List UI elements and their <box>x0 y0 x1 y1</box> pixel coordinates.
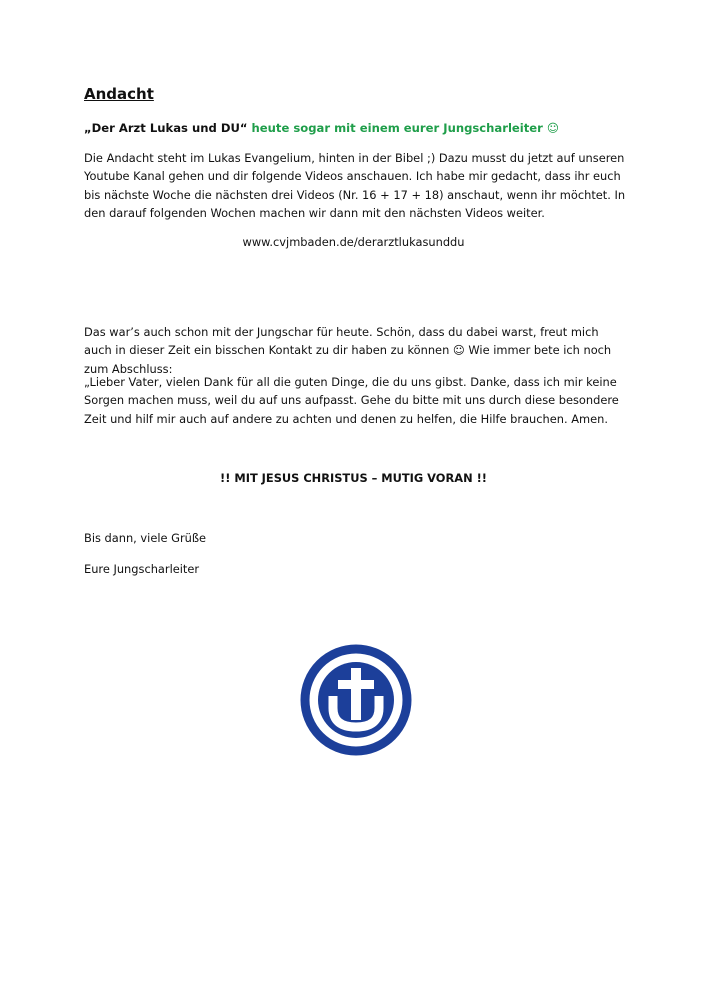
closing-paragraph: Das war’s auch schon mit der Jungschar für heute. Schön, dass du dabei warst, freut mich auch in dieser Zeit ein bisschen Kontakt zu dir haben zu können ☺ Wie immer bete ich noch zum Abschluss: <box>84 325 612 376</box>
subtitle-highlight: heute sogar mit einem eurer Jungscharleiter ☺ <box>251 121 560 135</box>
video-link: www.cvjmbaden.de/derarztlukasunddu <box>242 235 465 249</box>
motto: !! MIT JESUS CHRISTUS – MUTIG VORAN !! <box>220 471 487 485</box>
page-title: Andacht <box>84 85 154 103</box>
subtitle-title: „Der Arzt Lukas und DU“ <box>84 121 248 135</box>
prayer-paragraph: „Lieber Vater, vielen Dank für all die guten Dinge, die du uns gibst. Danke, dass ich mir keine Sorgen machen muss, weil du auf uns aufpasst. Gehe du bitte mit uns durch diese besondere Zeit und hilf mir auch auf andere zu achten und denen zu helfen, die Hilfe brauchen. Amen. <box>84 375 619 426</box>
jungschar-anchor-cross-icon <box>300 644 412 756</box>
signoff: Eure Jungscharleiter <box>84 562 200 576</box>
greeting: Bis dann, viele Grüße <box>84 531 207 545</box>
subtitle <box>84 121 559 135</box>
intro-paragraph: Die Andacht steht im Lukas Evangelium, hinten in der Bibel ;) Dazu musst du jetzt auf unseren Youtube Kanal gehen und dir folgende Videos anschauen. Ich habe mir gedacht, dass ihr euch bis nächste Woche die nächsten drei Videos (Nr. 16 + 17 + 18) anschaut, wenn ihr möchtet. In den darauf folgenden Wochen machen wir dann mit den nächsten Videos weiter. <box>84 151 626 221</box>
